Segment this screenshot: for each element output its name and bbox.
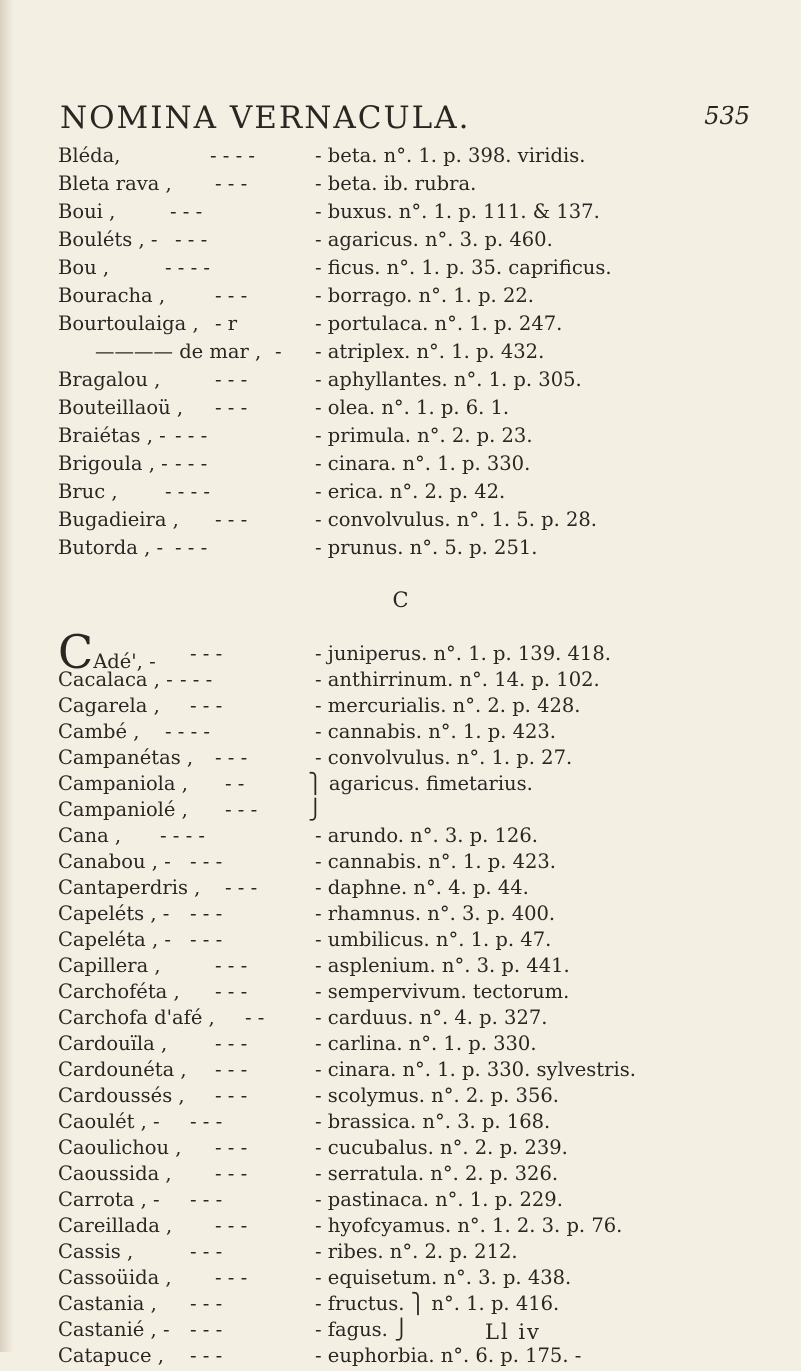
entry-term: Bouléts , - bbox=[58, 228, 158, 251]
entry-term: Cagarela , bbox=[58, 694, 160, 717]
entry-gloss: - buxus. n°. 1. p. 111. & 137. bbox=[315, 200, 600, 223]
section-letter-c: C bbox=[392, 588, 409, 612]
entry-term: Cassoüida , bbox=[58, 1266, 172, 1289]
entry-gloss: - cinara. n°. 1. p. 330. sylvestris. bbox=[315, 1058, 636, 1081]
entry-row bbox=[0, 902, 801, 929]
entry-gloss: - carlina. n°. 1. p. 330. bbox=[315, 1032, 537, 1055]
entry-row bbox=[0, 1266, 801, 1293]
entry-dashes: - - - bbox=[170, 200, 203, 223]
entry-term: Castania , bbox=[58, 1292, 157, 1315]
entry-gloss: - fructus. ⎫ n°. 1. p. 416. bbox=[315, 1292, 560, 1315]
entry-term: Campaniola , bbox=[58, 772, 188, 795]
entry-dashes: - - - bbox=[190, 928, 223, 951]
entry-dashes: - - bbox=[245, 1006, 265, 1029]
entry-term: Carchoféta , bbox=[58, 980, 180, 1003]
entry-dashes: - - - bbox=[175, 228, 208, 251]
entry-term: Brigoula , - bbox=[58, 452, 168, 475]
entry-term: Cardouïla , bbox=[58, 1032, 168, 1055]
entry-dashes: - - - - bbox=[160, 824, 205, 847]
entry-row bbox=[0, 1032, 801, 1059]
entry-term: Campaniolé , bbox=[58, 798, 188, 821]
entry-dashes: - - - bbox=[215, 954, 248, 977]
entry-dashes: - - - bbox=[190, 1344, 223, 1367]
entry-row bbox=[0, 452, 801, 479]
dropcap-c: C bbox=[58, 625, 94, 679]
entry-gloss: - umbilicus. n°. 1. p. 47. bbox=[315, 928, 552, 951]
entry-gloss: - pastinaca. n°. 1. p. 229. bbox=[315, 1188, 563, 1211]
entry-dashes: - - - bbox=[175, 536, 208, 559]
entry-term: Bouteillaoü , bbox=[58, 396, 184, 419]
entry-gloss: - fagus. ⎭ bbox=[315, 1318, 409, 1341]
entry-dashes: - - - bbox=[215, 980, 248, 1003]
entry-gloss: - convolvulus. n°. 1. p. 27. bbox=[315, 746, 573, 769]
entry-gloss: - beta. ib. rubra. bbox=[315, 172, 477, 195]
entry-row bbox=[0, 200, 801, 227]
entry-term: Bou , bbox=[58, 256, 110, 279]
entry-row bbox=[0, 798, 801, 825]
entry-gloss: - atriplex. n°. 1. p. 432. bbox=[315, 340, 545, 363]
entry-row bbox=[0, 1006, 801, 1033]
entry-gloss: ⎫ agaricus. fimetarius. bbox=[308, 772, 533, 795]
entry-dashes: - - - bbox=[190, 1240, 223, 1263]
entry-dashes: - - - bbox=[180, 668, 213, 691]
entry-dashes: - - - bbox=[190, 1318, 223, 1341]
entry-term: Canabou , - bbox=[58, 850, 171, 873]
entry-dashes: - - - bbox=[215, 368, 248, 391]
entry-dashes: - - - bbox=[190, 642, 223, 665]
entry-dashes: - - - bbox=[215, 172, 248, 195]
entry-gloss: - ribes. n°. 2. p. 212. bbox=[315, 1240, 518, 1263]
entry-dashes: - - - - bbox=[165, 256, 210, 279]
entry-row bbox=[0, 876, 801, 903]
entry-gloss: - ficus. n°. 1. p. 35. caprificus. bbox=[315, 256, 612, 279]
entry-row bbox=[0, 340, 801, 367]
entry-term: Cana , bbox=[58, 824, 122, 847]
entry-gloss: - brassica. n°. 3. p. 168. bbox=[315, 1110, 551, 1133]
entry-row bbox=[0, 1162, 801, 1189]
entry-term: Caoussida , bbox=[58, 1162, 172, 1185]
entry-gloss: - serratula. n°. 2. p. 326. bbox=[315, 1162, 559, 1185]
page-title: NOMINA VERNACULA. bbox=[60, 100, 471, 136]
signature-mark: Ll iv bbox=[485, 1320, 541, 1344]
entry-dashes: - - - bbox=[215, 508, 248, 531]
entry-term: Bourtoulaiga , bbox=[58, 312, 199, 335]
entry-term: Boui , bbox=[58, 200, 116, 223]
entry-gloss: - arundo. n°. 3. p. 126. bbox=[315, 824, 538, 847]
entry-row bbox=[0, 228, 801, 255]
entry-gloss: - juniperus. n°. 1. p. 139. 418. bbox=[315, 642, 611, 665]
entry-dashes: - - - - bbox=[165, 720, 210, 743]
entry-term: Cardoussés , bbox=[58, 1084, 185, 1107]
entry-gloss: - olea. n°. 1. p. 6. 1. bbox=[315, 396, 510, 419]
entry-gloss: - borrago. n°. 1. p. 22. bbox=[315, 284, 534, 307]
entry-term: Braiétas , - bbox=[58, 424, 166, 447]
entry-dashes: - - - bbox=[190, 1292, 223, 1315]
entry-gloss: - asplenium. n°. 3. p. 441. bbox=[315, 954, 570, 977]
entry-gloss: - cinara. n°. 1. p. 330. bbox=[315, 452, 531, 475]
entry-dashes: - - - bbox=[215, 1084, 248, 1107]
entry-gloss: - mercurialis. n°. 2. p. 428. bbox=[315, 694, 581, 717]
entry-dashes: - - - bbox=[225, 876, 258, 899]
entry-gloss: - convolvulus. n°. 1. 5. p. 28. bbox=[315, 508, 597, 531]
entry-dashes: - - - - bbox=[210, 144, 255, 167]
entry-dashes: - - - bbox=[215, 1032, 248, 1055]
entry-gloss: - cucubalus. n°. 2. p. 239. bbox=[315, 1136, 568, 1159]
entry-dashes: - - - bbox=[190, 850, 223, 873]
entry-gloss: - daphne. n°. 4. p. 44. bbox=[315, 876, 529, 899]
entry-row bbox=[0, 312, 801, 339]
entry-dashes: - - - bbox=[175, 452, 208, 475]
entry-dashes: - - - bbox=[215, 1266, 248, 1289]
entry-dashes: - - - bbox=[190, 1110, 223, 1133]
entry-gloss: - prunus. n°. 5. p. 251. bbox=[315, 536, 538, 559]
entry-dashes: - - - bbox=[215, 1214, 248, 1237]
entry-term: Bléda, bbox=[58, 144, 121, 167]
entry-row bbox=[0, 746, 801, 773]
entry-row bbox=[0, 396, 801, 423]
entry-term: Caoulichou , bbox=[58, 1136, 182, 1159]
entry-term: Cacalaca , - bbox=[58, 668, 173, 691]
entry-row bbox=[0, 1318, 801, 1345]
entry-row bbox=[0, 1240, 801, 1267]
entry-dashes: - - bbox=[225, 772, 245, 795]
entry-row bbox=[0, 480, 801, 507]
entry-dashes: - - - bbox=[175, 424, 208, 447]
entry-row bbox=[0, 1084, 801, 1111]
entry-term: Bruc , bbox=[58, 480, 118, 503]
entry-term: Carrota , - bbox=[58, 1188, 160, 1211]
entry-dashes: - - - bbox=[215, 1058, 248, 1081]
entry-gloss: - equisetum. n°. 3. p. 438. bbox=[315, 1266, 572, 1289]
entry-term: Bouracha , bbox=[58, 284, 166, 307]
entry-term: Capeléta , - bbox=[58, 928, 171, 951]
entry-row bbox=[0, 368, 801, 395]
entry-row bbox=[0, 928, 801, 955]
entry-gloss: - sempervivum. tectorum. bbox=[315, 980, 570, 1003]
entry-term: Castanié , - bbox=[58, 1318, 170, 1341]
entry-row bbox=[0, 954, 801, 981]
entry-term: Campanétas , bbox=[58, 746, 194, 769]
entry-term: Cambé , bbox=[58, 720, 140, 743]
entry-row bbox=[0, 694, 801, 721]
entry-row bbox=[0, 1344, 801, 1371]
entry-term: Careillada , bbox=[58, 1214, 173, 1237]
entry-dashes: - - - bbox=[215, 1162, 248, 1185]
entry-row bbox=[0, 720, 801, 747]
running-header bbox=[60, 100, 760, 140]
page-number: 535 bbox=[704, 102, 750, 130]
entry-gloss: ⎭ bbox=[308, 798, 323, 821]
entry-gloss: - beta. n°. 1. p. 398. viridis. bbox=[315, 144, 586, 167]
entry-gloss: - primula. n°. 2. p. 23. bbox=[315, 424, 533, 447]
entry-row bbox=[0, 1110, 801, 1137]
entry-row bbox=[0, 850, 801, 877]
entry-term: Cassis , bbox=[58, 1240, 134, 1263]
entry-dashes: - - - bbox=[215, 396, 248, 419]
entry-gloss: - hyofcyamus. n°. 1. 2. 3. p. 76. bbox=[315, 1214, 623, 1237]
entry-dashes: - - - bbox=[190, 902, 223, 925]
entry-gloss: - carduus. n°. 4. p. 327. bbox=[315, 1006, 548, 1029]
entry-gloss: - anthirrinum. n°. 14. p. 102. bbox=[315, 668, 600, 691]
entry-dashes: - - - bbox=[215, 284, 248, 307]
entry-row bbox=[0, 256, 801, 283]
entry-gloss: - aphyllantes. n°. 1. p. 305. bbox=[315, 368, 582, 391]
entry-gloss: - agaricus. n°. 3. p. 460. bbox=[315, 228, 553, 251]
entry-term: Capeléts , - bbox=[58, 902, 170, 925]
entry-gloss: - portulaca. n°. 1. p. 247. bbox=[315, 312, 563, 335]
entry-term: Bragalou , bbox=[58, 368, 161, 391]
entry-row bbox=[0, 536, 801, 563]
entry-gloss: - rhamnus. n°. 3. p. 400. bbox=[315, 902, 556, 925]
entry-row bbox=[0, 668, 801, 695]
entry-dashes: - - - bbox=[215, 746, 248, 769]
entry-row bbox=[0, 824, 801, 851]
entry-row bbox=[0, 1136, 801, 1163]
entry-row bbox=[0, 1058, 801, 1085]
entry-gloss: - scolymus. n°. 2. p. 356. bbox=[315, 1084, 559, 1107]
entry-row bbox=[0, 508, 801, 535]
entry-row bbox=[0, 172, 801, 199]
entry-row bbox=[0, 772, 801, 799]
entry-gloss: - cannabis. n°. 1. p. 423. bbox=[315, 720, 557, 743]
entry-gloss: - cannabis. n°. 1. p. 423. bbox=[315, 850, 557, 873]
entry-row bbox=[0, 1292, 801, 1319]
entry-row bbox=[0, 1188, 801, 1215]
entry-gloss: - erica. n°. 2. p. 42. bbox=[315, 480, 506, 503]
entry-row bbox=[0, 284, 801, 311]
entry-dashes: - - - bbox=[215, 1136, 248, 1159]
entry-gloss: - euphorbia. n°. 6. p. 175. - bbox=[315, 1344, 582, 1367]
entry-term: Cantaperdris , bbox=[58, 876, 201, 899]
entry-row bbox=[0, 1214, 801, 1241]
entry-term: Bleta rava , bbox=[58, 172, 172, 195]
entry-dashes: - - - bbox=[225, 798, 258, 821]
entry-term: Butorda , - bbox=[58, 536, 164, 559]
entry-row bbox=[0, 980, 801, 1007]
entry-term: Carchofa d'afé , bbox=[58, 1006, 215, 1029]
entry-term: ———— de mar , bbox=[95, 340, 262, 363]
entry-dashes: - - - - bbox=[165, 480, 210, 503]
entry-term: Bugadieira , bbox=[58, 508, 179, 531]
entry-dashes: - r bbox=[215, 312, 238, 335]
entry-term: Catapuce , bbox=[58, 1344, 164, 1367]
entry-term: Capillera , bbox=[58, 954, 161, 977]
entry-term-rest: Adé', - bbox=[93, 650, 156, 673]
entry-dashes: - bbox=[275, 340, 282, 363]
entry-row bbox=[0, 625, 801, 679]
entry-term: Caoulét , - bbox=[58, 1110, 160, 1133]
entry-term: Cardounéta , bbox=[58, 1058, 187, 1081]
entry-dashes: - - - bbox=[190, 1188, 223, 1211]
entry-row bbox=[0, 144, 801, 171]
entry-dashes: - - - bbox=[190, 694, 223, 717]
entry-row bbox=[0, 424, 801, 451]
